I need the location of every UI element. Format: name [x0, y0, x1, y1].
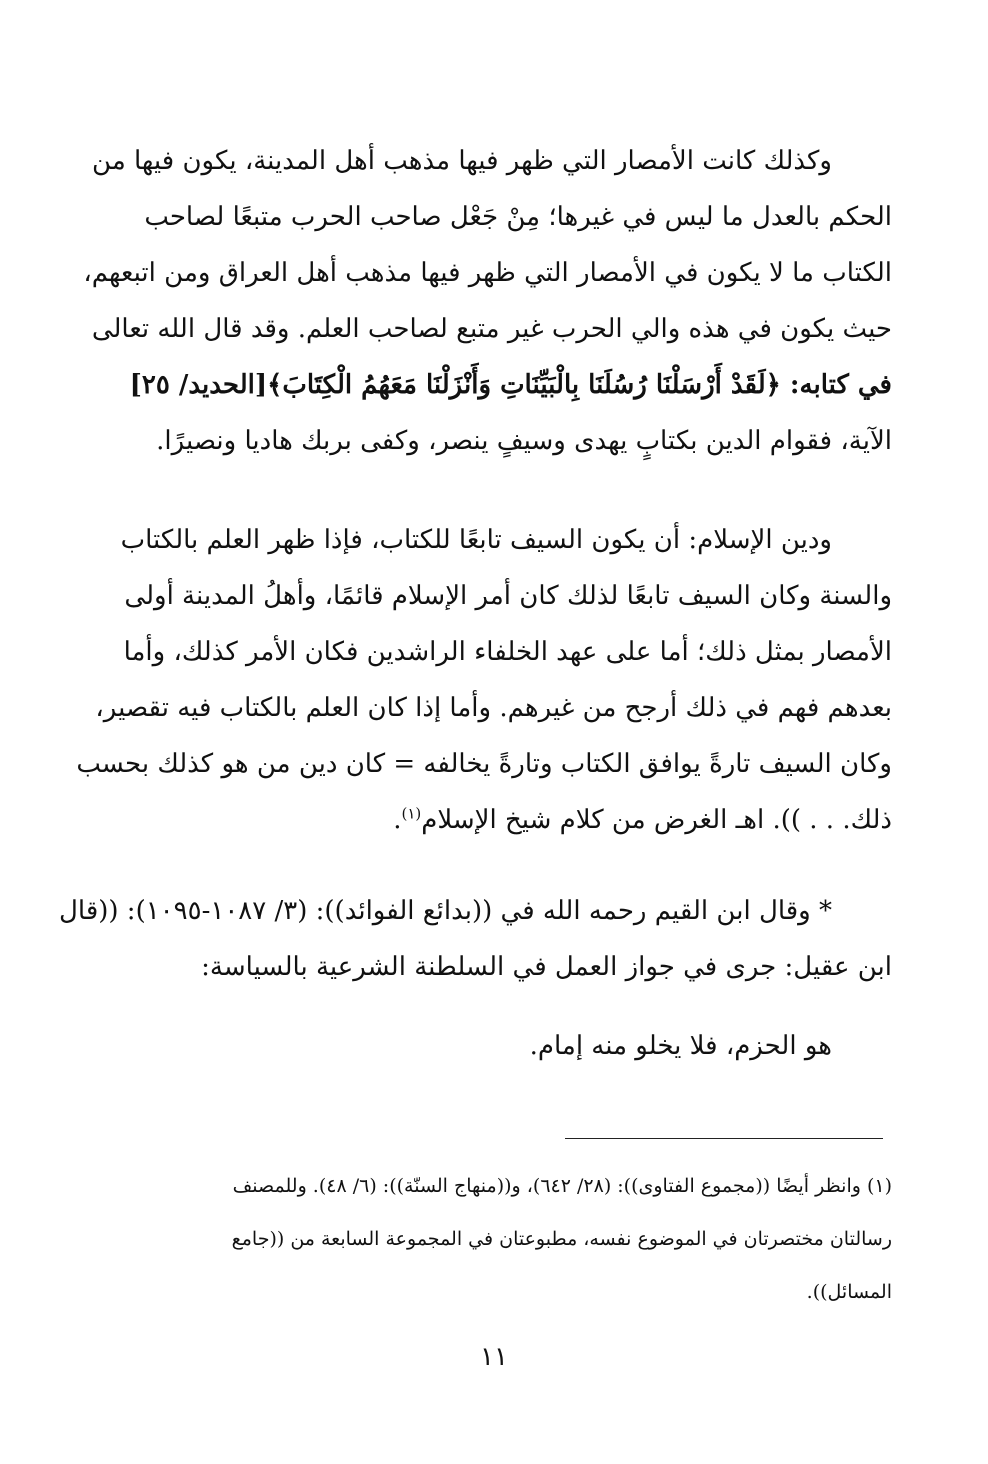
text-line: حيث يكون في هذه والي الحرب غير متبع لصاحب العلم. وقد قال الله تعالى [91, 314, 892, 344]
text-line: وكان السيف تارةً يوافق الكتاب وتارةً يخالفه = كان دين من هو كذلك بحسب [76, 749, 892, 779]
paragraph-1 [83, 133, 892, 469]
text-line: وكذلك كانت الأمصار التي ظهر فيها مذهب أهل المدينة، يكون فيها من [92, 146, 832, 176]
page-number: ١١ [480, 1342, 508, 1372]
footnote-line: (١) وانظر أيضًا ((مجموع الفتاوى)): (٢٨/ ٦٤٢)، و((منهاج السنّة)): (٦/ ٤٨). وللمصنف [232, 1175, 892, 1197]
text-line: الحكم بالعدل ما ليس في غيرها؛ مِنْ جَعْل صاحب الحرب متبعًا لصاحب [144, 202, 892, 232]
quran-verse-line: في كتابه: ﴿لَقَدْ أَرْسَلْنَا رُسُلَنَا بِالْبَيِّنَاتِ وَأَنْزَلْنَا مَعَهُمُ الْكِتَابَ﴾[الحديد/ ٢٥] [129, 370, 892, 400]
text-line: الآية، فقوام الدين بكتابٍ يهدى وسيفٍ ينصر، وكفى بربك هاديا ونصيرًا. [156, 426, 892, 456]
footnotes [100, 1160, 892, 1319]
paragraph-4 [100, 1018, 892, 1074]
text-line: ودين الإسلام: أن يكون السيف تابعًا للكتاب، فإذا ظهر العلم بالكتاب [120, 525, 832, 555]
footnote-ref[interactable]: (١) [401, 804, 422, 823]
footnote-line: رسالتان مختصرتان في الموضوع نفسه، مطبوعتان في المجموعة السابعة من ((جامع [231, 1228, 892, 1250]
paragraph-3 [59, 883, 892, 995]
paragraph-2 [76, 512, 892, 848]
text-line: الكتاب ما لا يكون في الأمصار التي ظهر فيها مذهب أهل العراق ومن اتبعهم، [83, 258, 892, 288]
text-line: بعدهم فهم في ذلك أرجح من غيرهم. وأما إذا كان العلم بالكتاب فيه تقصير، [95, 693, 892, 723]
footnote-line: المسائل)). [806, 1281, 892, 1303]
text-line: * وقال ابن القيم رحمه الله في ((بدائع الفوائد)): (٣/ ١٠٨٧-١٠٩٥): ((قال [59, 896, 832, 926]
text-line: والسنة وكان السيف تابعًا لذلك كان أمر الإسلام قائمًا، وأهلُ المدينة أولى [124, 581, 892, 611]
text-line: ابن عقيل: جرى في جواز العمل في السلطنة الشرعية بالسياسة: [201, 952, 892, 982]
text-line-with-footnote-ref [100, 792, 892, 848]
text-line-end: . [393, 805, 402, 835]
text-line-content: ذلك. . . )). اهـ الغرض من كلام شيخ الإسلام [421, 805, 892, 835]
text-line: الأمصار بمثل ذلك؛ أما على عهد الخلفاء الراشدين فكان الأمر كذلك، وأما [123, 637, 892, 667]
text-line: هو الحزم، فلا يخلو منه إمام. [529, 1031, 832, 1061]
footnote-separator [565, 1138, 883, 1139]
